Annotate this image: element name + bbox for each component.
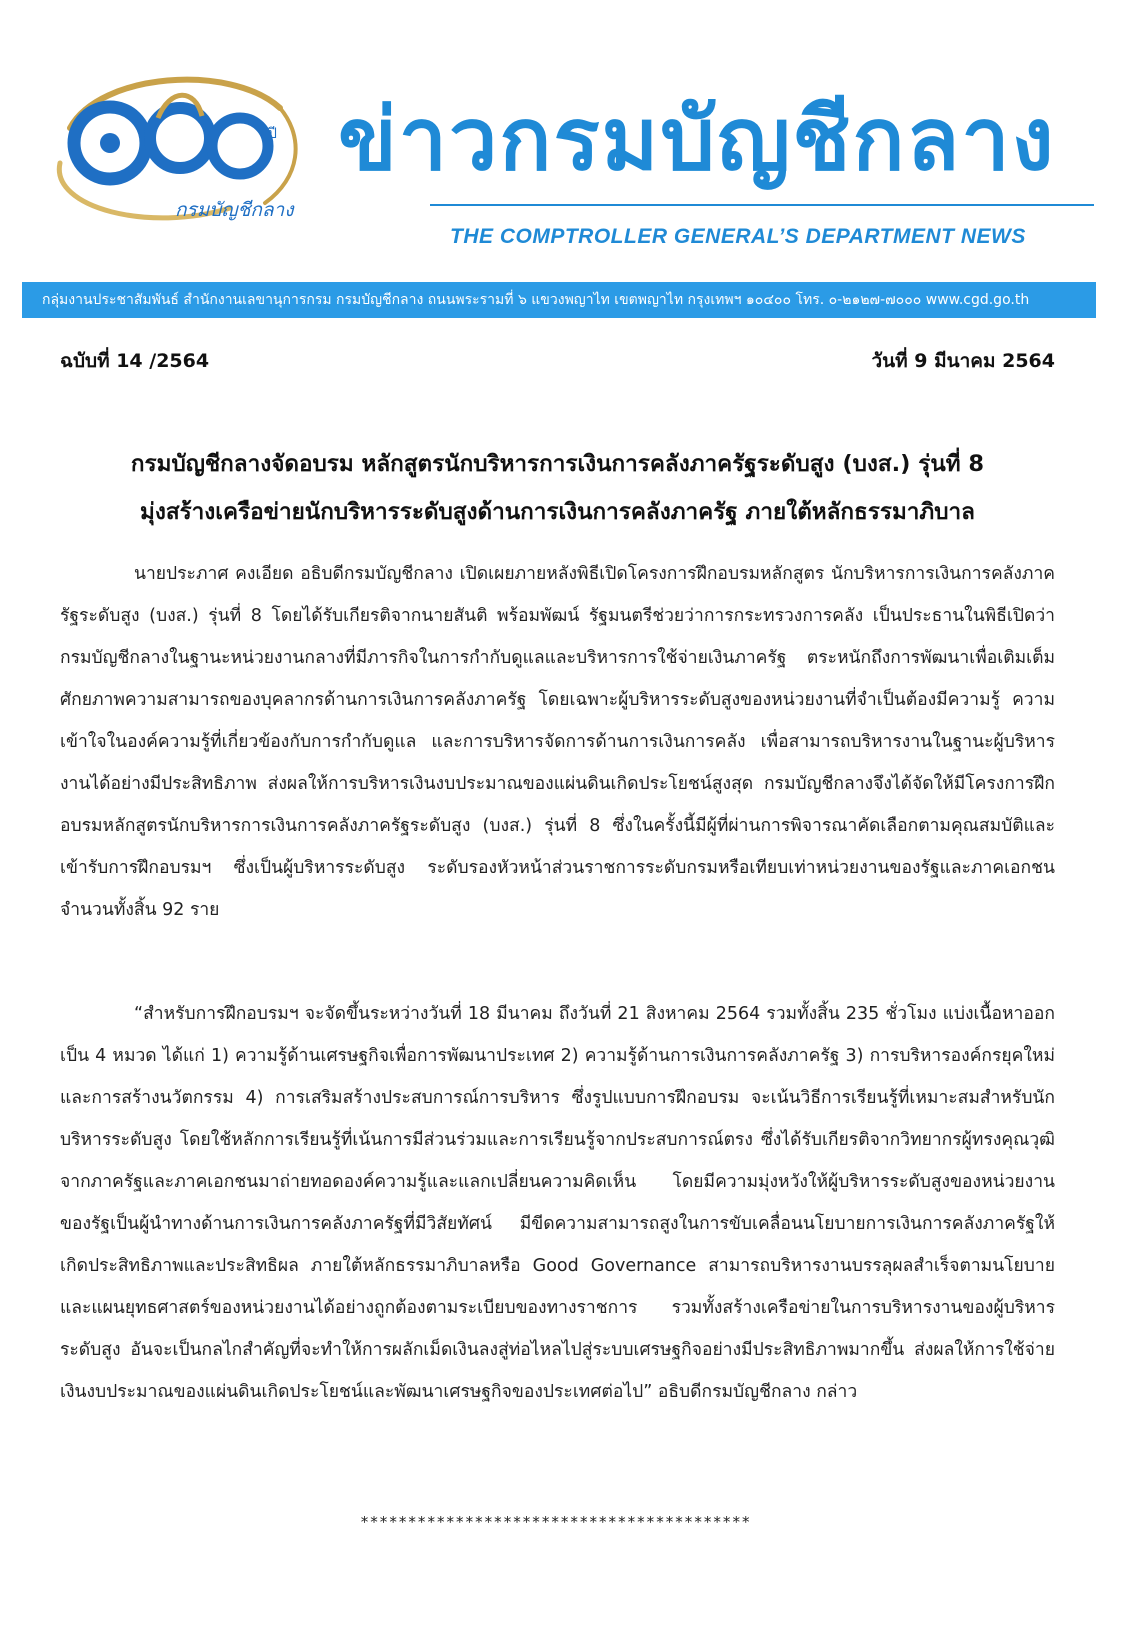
masthead-subtitle: THE COMPTROLLER GENERAL’S DEPARTMENT NEWS xyxy=(450,225,1026,248)
issue-meta-row xyxy=(60,346,1055,376)
anniversary-logo xyxy=(30,68,330,238)
issue-date: วันที่ 9 มีนาคม 2564 xyxy=(871,350,1055,372)
body-paragraph-2: “สำหรับการฝึกอบรมฯ จะจัดขึ้นระหว่างวันที่ 18 มีนาคม ถึงวันที่ 21 สิงหาคม 2564 รวมทั้งสิ้น 235 ชั่วโมง แบ่งเนื้อหาออกเป็น 4 หมวด ได้แก่ 1) ความรู้ด้านเศรษฐกิจเพื่อการพัฒนาประเทศ 2) ความรู้ด้านการเงินการคลังภาครัฐ 3) การบริหารองค์กรยุคใหม่และการสร้างนวัตกรรม 4) การเสริมสร้างประสบการณ์การบริหาร ซึ่งรูปแบบการฝึกอบรม จะเน้นวิธีการเรียนรู้ที่เหมาะสมสำหรับนักบริหารระดับสูง โดยใช้หลักการเรียนรู้ที่เน้นการมีส่วนร่วมและการเรียนรู้จากประสบการณ์ตรง ซึ่งได้รับเกียรติจากวิทยากรผู้ทรงคุณวุฒิจากภาครัฐและภาคเอกชนมาถ่ายทอดองค์ความรู้และแลกเปลี่ยนความคิดเห็น โดยมีความมุ่งหวังให้ผู้บริหารระดับสูงของหน่วยงานของรัฐเป็นผู้นำทางด้านการเงินการคลังภาครัฐที่มีวิสัยทัศน์ มีขีดความสามารถสูงในการขับเคลื่อนนโยบายการเงินการคลังภาครัฐให้เกิดประสิทธิภาพและประสิทธิผล ภายใต้หลักธรรมาภิบาลหรือ Good Governance สามารถบริหารงานบรรลุผลสำเร็จตามนโยบายและแผนยุทธศาสตร์ของหน่วยงานได้อย่างถูกต้องตามระเบียบของทางราชการ รวมทั้งสร้างเครือข่ายในการบริหารงานของผู้บริหารระดับสูง อันจะเป็นกลไกสำคัญที่จะทำให้การผลักเม็ดเงินลงสู่ท่อไหลไปสู่ระบบเศรษฐกิจอย่างมีประสิทธิภาพมากขึ้น ส่งผลให้การใช้จ่ายเงินงบประมาณของแผ่นดินเกิดประโยชน์และพัฒนาเศรษฐกิจของประเทศต่อไป” อธิบดีกรมบัญชีกลาง กล่าว xyxy=(60,1004,1055,1402)
end-separator: ***************************************** xyxy=(360,1513,751,1531)
headline-line-2: มุ่งสร้างเครือข่ายนักบริหารระดับสูงด้านการเงินการคลังภาครัฐ ภายใต้หลักธรรมาภิบาล xyxy=(140,499,975,525)
news-headline xyxy=(60,440,1055,536)
body-paragraph-1: นายประภาศ คงเอียด อธิบดีกรมบัญชีกลาง เปิดเผยภายหลังพิธีเปิดโครงการฝึกอบรมหลักสูตร นักบริหารการเงินการคลังภาครัฐระดับสูง (บงส.) รุ่นที่ 8 โดยได้รับเกียรติจากนายสันติ พร้อมพัฒน์ รัฐมนตรีช่วยว่าการกระทรวงการคลัง เป็นประธานในพิธีเปิดว่า กรมบัญชีกลางในฐานะหน่วยงานกลางที่มีภารกิจในการกำกับดูแลและบริหารการใช้จ่ายเงินภาครัฐ ตระหนักถึงการพัฒนาเพื่อเติมเต็มศักยภาพความสามารถของบุคลากรด้านการเงินการคลังภาครัฐ โดยเฉพาะผู้บริหารระดับสูงของหน่วยงานที่จำเป็นต้องมีความรู้ ความเข้าใจในองค์ความรู้ที่เกี่ยวข้องกับการกำกับดูแล และการบริหารจัดการด้านการเงินการคลัง เพื่อสามารถบริหารงานในฐานะผู้บริหารงานได้อย่างมีประสิทธิภาพ ส่งผลให้การบริหารเงินงบประมาณของแผ่นดินเกิดประโยชน์สูงสุด กรมบัญชีกลางจึงได้จัดให้มีโครงการฝึกอบรมหลักสูตรนักบริหารการเงินการคลังภาครัฐระดับสูง (บงส.) รุ่นที่ 8 ซึ่งในครั้งนี้มีผู้ที่ผ่านการพิจารณาคัดเลือกตามคุณสมบัติและเข้ารับการฝึกอบรมฯ ซึ่งเป็นผู้บริหารระดับสูง ระดับรองหัวหน้าส่วนราชการระดับกรมหรือเทียบเท่าหน่วยงานของรัฐและภาคเอกชน จำนวนทั้งสิ้น 92 ราย xyxy=(60,564,1055,920)
contact-address-bar: กลุ่มงานประชาสัมพันธ์ สำนักงานเลขานุการกรม กรมบัญชีกลาง ถนนพระรามที่ ๖ แขวงพญาไท เขตพญาไท กรุงเทพฯ ๑๐๔๐๐ โทร. ๐-๒๑๒๗-๗๐๐๐ www.cgd.go.th xyxy=(22,282,1096,318)
masthead-divider xyxy=(430,204,1094,206)
logo-caption: กรมบัญชีกลาง xyxy=(175,199,294,221)
masthead-title: ข่าวกรมบัญชีกลาง xyxy=(338,90,1056,190)
logo-emblem-icon xyxy=(30,68,330,238)
issue-number: ฉบับที่ 14 /2564 xyxy=(60,350,210,372)
svg-text:ปี: ปี xyxy=(268,126,277,142)
headline-line-1: กรมบัญชีกลางจัดอบรม หลักสูตรนักบริหารการเงินการคลังภาครัฐระดับสูง (บงส.) รุ่นที่ 8 xyxy=(130,451,985,477)
